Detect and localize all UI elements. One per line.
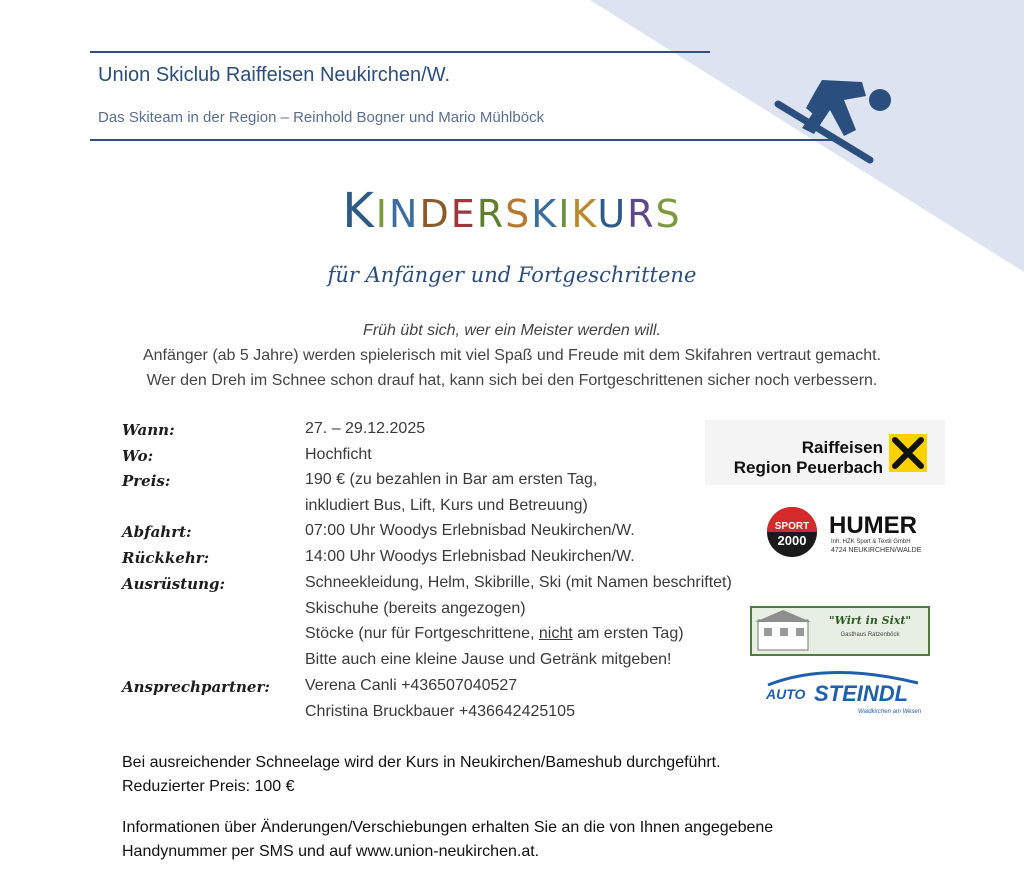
ausruestung-3-part-c: am ersten Tag): [572, 625, 684, 642]
label-rueckkehr: Rückkehr:: [122, 549, 210, 567]
value-preis-2: inkludiert Bus, Lift, Kurs und Betreuung): [305, 497, 588, 514]
club-tagline: Das Skiteam in der Region – Reinhold Bogner und Mario Mühlböck: [98, 109, 545, 126]
label-ansprechpartner: Ansprechpartner:: [122, 678, 270, 696]
title-letter: U: [597, 192, 628, 236]
humer-subline-2: 4724 NEUKIRCHEN/WALDE: [831, 547, 922, 554]
value-ausruestung-2: Skischuhe (bereits angezogen): [305, 600, 526, 617]
title-letter: K: [531, 192, 559, 236]
raiffeisen-region: Region Peuerbach: [733, 458, 883, 477]
label-abfahrt: Abfahrt:: [122, 523, 192, 541]
value-preis-1: 190 € (zu bezahlen in Bar am ersten Tag,: [305, 471, 598, 488]
title-letter: R: [476, 192, 506, 236]
label-wo: Wo:: [122, 447, 154, 465]
raiffeisen-logo: [705, 420, 945, 485]
wirt-name: "Wirt in Sixt": [828, 614, 912, 627]
skier-icon: [770, 60, 900, 170]
wirt-subline: Gasthaus Ratzenböck: [840, 632, 900, 638]
label-preis: Preis:: [122, 472, 171, 490]
value-kontakt-1: Verena Canli +436507040527: [305, 677, 518, 694]
title-letter: I: [375, 192, 390, 236]
humer-logo: [765, 505, 935, 560]
title-letter: R: [627, 192, 656, 236]
value-rueckkehr: 14:00 Uhr Woodys Erlebnisbad Neukirchen/W.: [305, 548, 635, 565]
sport2000-label-bottom: 2000: [777, 533, 807, 548]
auto-steindl-subline: Waldkirchen am Wesen: [858, 709, 922, 715]
value-ausruestung-4: Bitte auch eine kleine Jause und Getränk mitgeben!: [305, 651, 672, 668]
label-wann: Wann:: [122, 421, 175, 439]
ausruestung-3-part-a: Stöcke (nur für Fortgeschrittene,: [305, 625, 539, 642]
footer-line-3: Informationen über Änderungen/Verschiebungen erhalten Sie an die von Ihnen angegebene: [122, 819, 774, 836]
footer-line-4: Handynummer per SMS und auf www.union-neukirchen.at.: [122, 843, 540, 860]
ausruestung-3-emphasis: nicht: [538, 625, 573, 642]
title-letter: D: [419, 192, 451, 236]
auto-label: AUTO: [766, 686, 806, 702]
raiffeisen-name: Raiffeisen: [801, 438, 883, 457]
sport2000-label-top: SPORT: [774, 521, 810, 532]
intro-line-1: Anfänger (ab 5 Jahre) werden spielerisch mit viel Spaß und Freude mit dem Skifahren vertraut gemacht.: [142, 347, 882, 364]
title-letter: E: [450, 192, 477, 236]
title-letter: N: [389, 192, 420, 236]
title-letter: K: [342, 183, 376, 239]
humer-name: HUMER: [829, 512, 917, 539]
humer-subline-1: Inh. HZK Sport & Textil GmbH: [831, 539, 911, 545]
intro-quote: Früh übt sich, wer ein Meister werden will.: [363, 322, 661, 339]
title-letter: K: [571, 192, 598, 236]
value-ausruestung-3: [305, 625, 684, 643]
steindl-label: STEINDL: [814, 681, 909, 706]
course-subtitle: für Anfänger und Fortgeschrittene: [327, 263, 697, 287]
value-abfahrt: 07:00 Uhr Woodys Erlebnisbad Neukirchen/W.: [305, 522, 635, 539]
header-top-rule: [90, 51, 710, 53]
course-title: [0, 183, 1024, 239]
value-wo: Hochficht: [305, 446, 372, 463]
header-bottom-rule: [90, 139, 835, 141]
value-ausruestung-1: Schneekleidung, Helm, Skibrille, Ski (mit Namen beschriftet): [305, 574, 732, 591]
label-ausruestung: Ausrüstung:: [122, 575, 226, 593]
footer-line-1: Bei ausreichender Schneelage wird der Kurs in Neukirchen/Bameshub durchgeführt.: [122, 754, 721, 771]
value-wann: 27. – 29.12.2025: [305, 420, 426, 437]
title-letter: S: [655, 192, 682, 236]
title-letter: S: [505, 192, 532, 236]
wirt-in-sixt-logo: [750, 606, 930, 656]
title-letter: I: [558, 192, 572, 236]
footer-line-2: Reduzierter Preis: 100 €: [122, 778, 295, 795]
auto-steindl-logo: [758, 663, 928, 718]
value-kontakt-2: Christina Bruckbauer +436642425105: [305, 703, 575, 720]
club-name: Union Skiclub Raiffeisen Neukirchen/W.: [98, 64, 451, 86]
intro-line-2: Wer den Dreh im Schnee schon drauf hat, kann sich bei den Fortgeschrittenen sicher noch verbessern.: [146, 372, 878, 389]
